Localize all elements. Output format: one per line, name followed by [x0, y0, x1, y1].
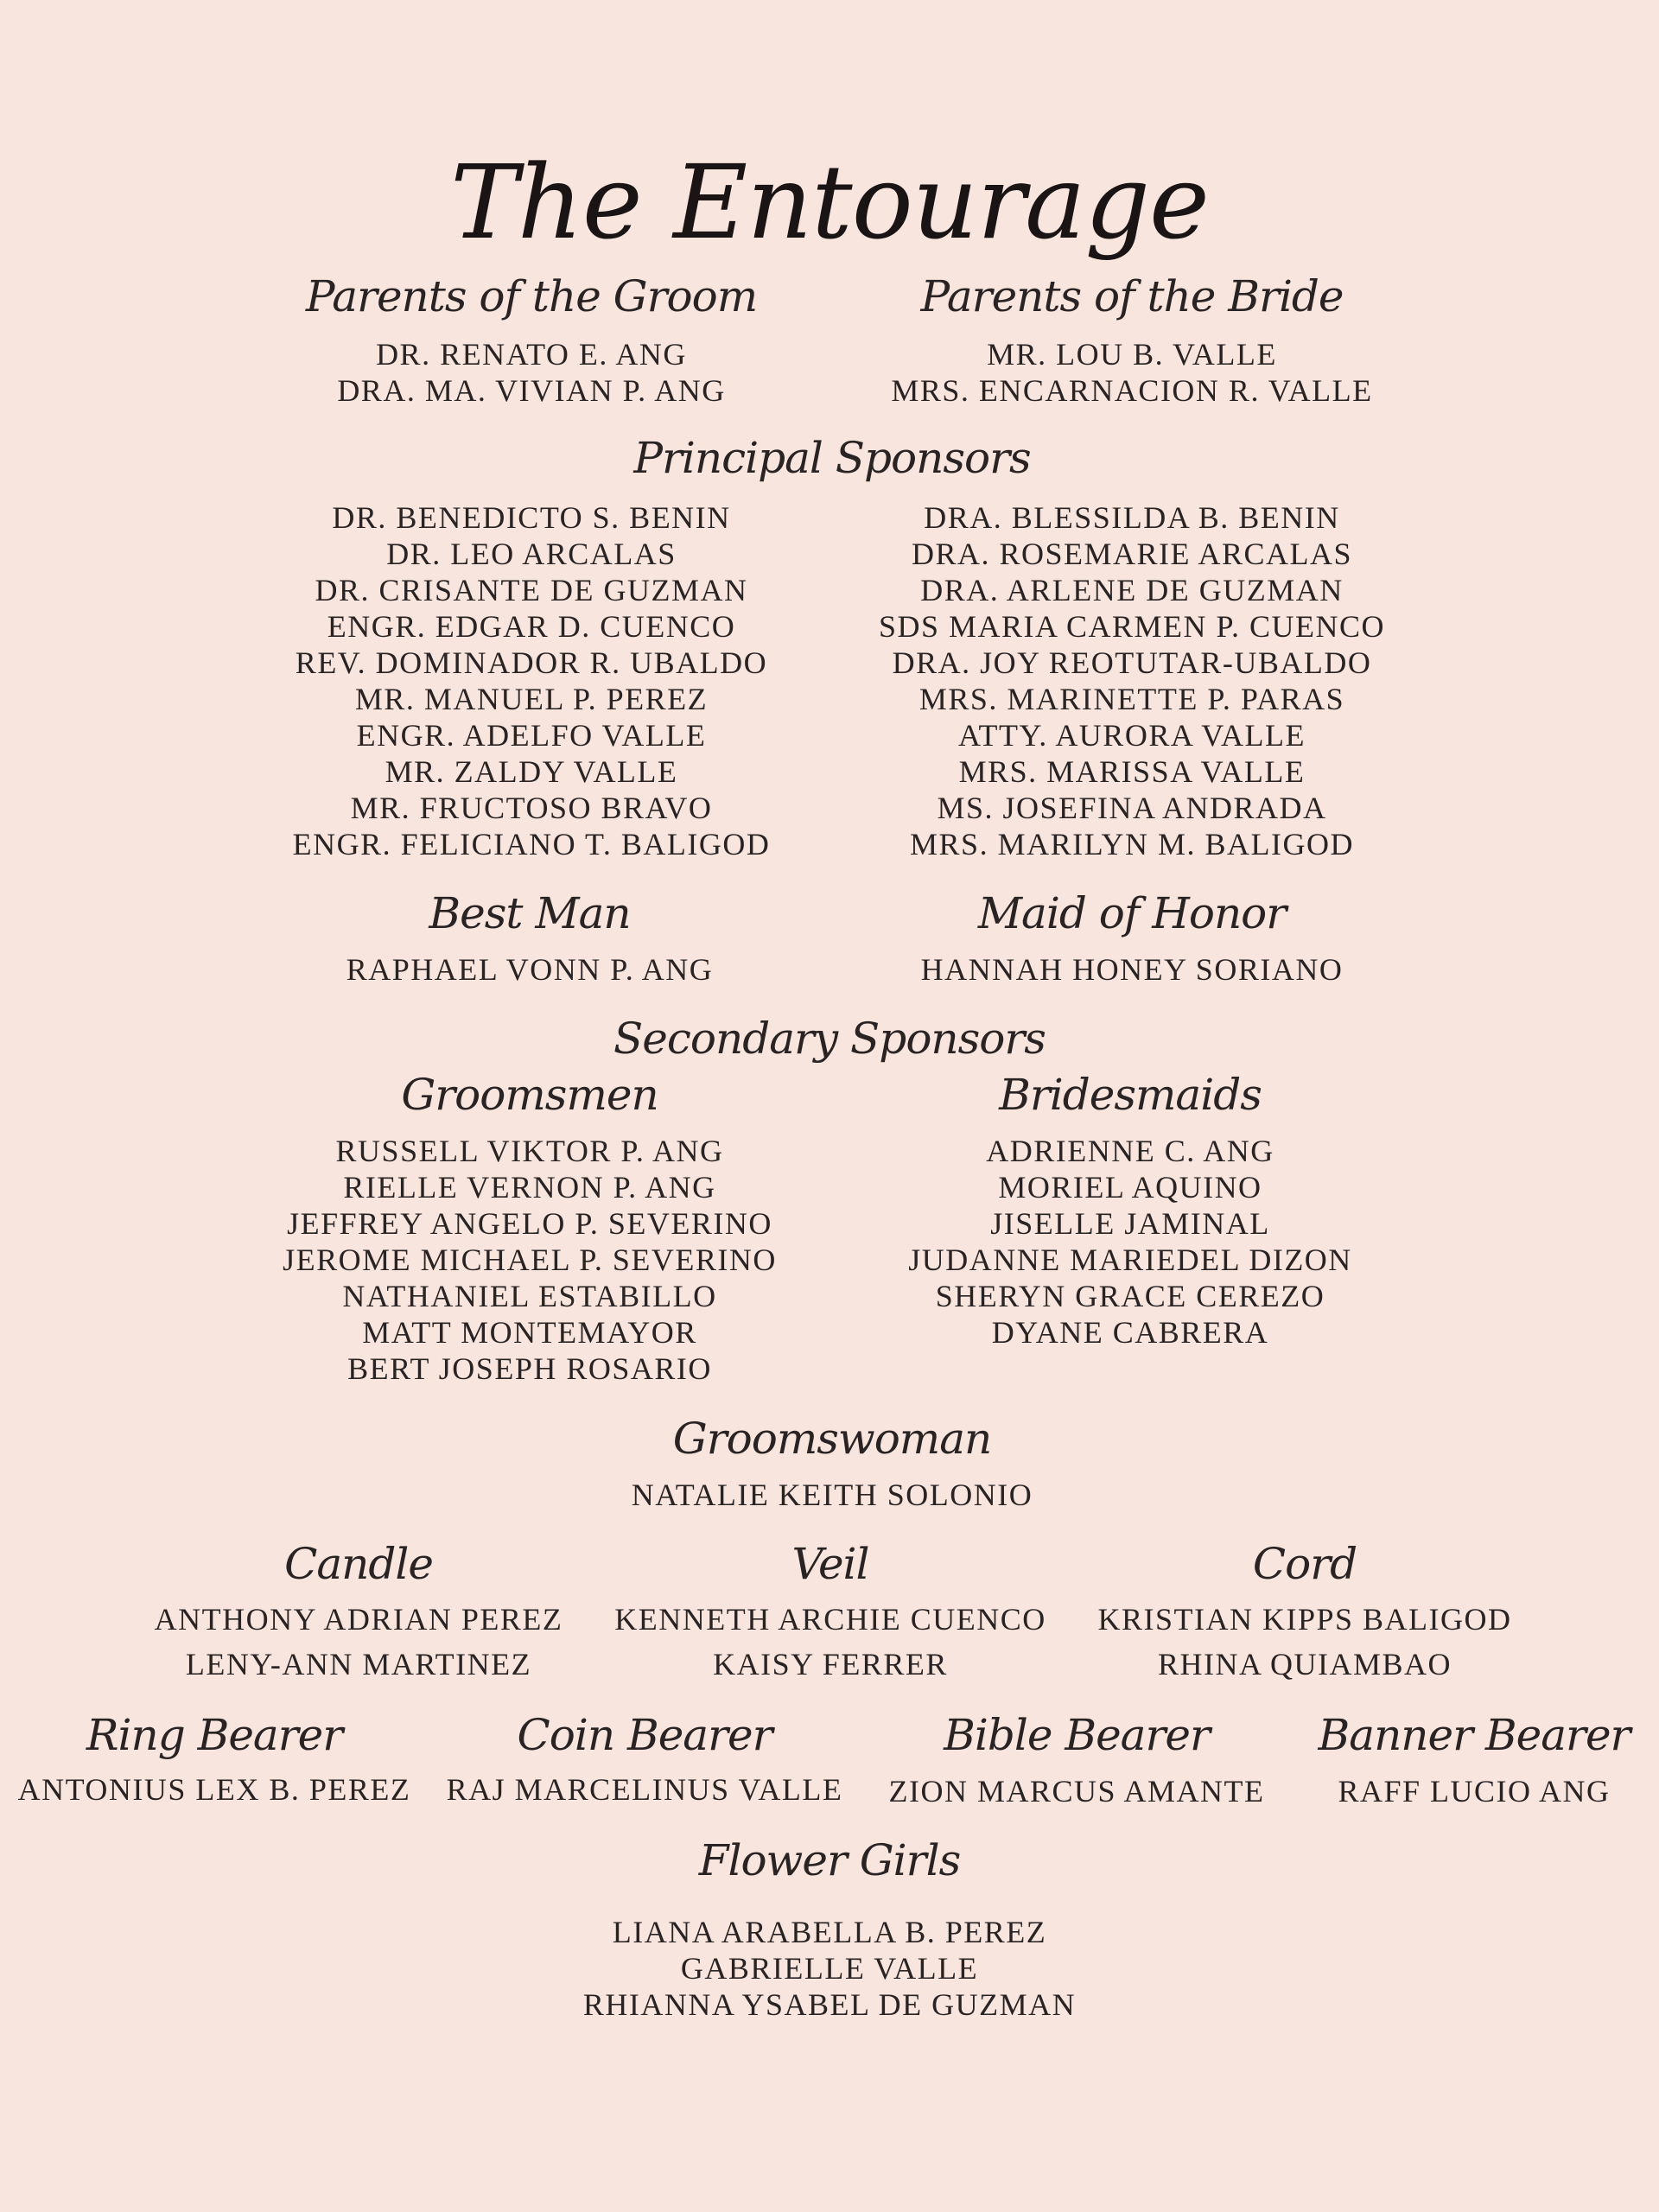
maid-of-honor-list — [921, 951, 1344, 988]
list-item: NATALIE KEITH SOLONIO — [631, 1478, 1033, 1512]
list-item: MR. FRUCTOSO BRAVO — [350, 791, 713, 825]
list-item: BERT JOSEPH ROSARIO — [347, 1351, 712, 1386]
list-item: KRISTIAN KIPPS BALIGOD — [1097, 1602, 1512, 1637]
list-item: ANTHONY ADRIAN PEREZ — [154, 1602, 563, 1637]
parents-of-groom-heading: Parents of the Groom — [305, 271, 758, 321]
list-item: MRS. MARILYN M. BALIGOD — [910, 827, 1354, 861]
list-item: JUDANNE MARIEDEL DIZON — [908, 1243, 1352, 1277]
list-item: ENGR. EDGAR D. CUENCO — [327, 609, 736, 644]
list-item: SDS MARIA CARMEN P. CUENCO — [878, 609, 1386, 644]
list-item: LIANA ARABELLA B. PEREZ — [612, 1915, 1047, 1949]
list-item: RHIANNA YSABEL DE GUZMAN — [582, 1987, 1077, 2022]
bridesmaids-heading: Bridesmaids — [999, 1070, 1262, 1120]
parents-of-bride-heading: Parents of the Bride — [920, 271, 1344, 321]
coin-bearer-list — [447, 1771, 843, 1808]
cord-list — [1097, 1597, 1511, 1687]
groomsmen-list — [283, 1133, 777, 1387]
list-item: MS. JOSEFINA ANDRADA — [937, 791, 1327, 825]
list-item: ENGR. ADELFO VALLE — [356, 718, 707, 753]
cord-heading: Cord — [1252, 1539, 1357, 1589]
list-item: MR. ZALDY VALLE — [385, 754, 678, 789]
list-item: JEROME MICHAEL P. SEVERINO — [283, 1243, 777, 1277]
list-item: ADRIENNE C. ANG — [986, 1134, 1274, 1168]
bible-bearer-heading: Bible Bearer — [944, 1710, 1210, 1760]
list-item: GABRIELLE VALLE — [680, 1951, 979, 1986]
list-item: DRA. JOY REOTUTAR-UBALDO — [892, 645, 1372, 680]
ring-bearer-list — [18, 1771, 411, 1808]
principal-sponsors-heading: Principal Sponsors — [633, 433, 1031, 483]
list-item: RIELLE VERNON P. ANG — [343, 1170, 716, 1205]
bridesmaids-list — [908, 1133, 1352, 1351]
list-item: HANNAH HONEY SORIANO — [920, 952, 1344, 987]
list-item: NATHANIEL ESTABILLO — [342, 1279, 717, 1313]
list-item: MRS. ENCARNACION R. VALLE — [891, 373, 1373, 408]
candle-list — [155, 1597, 563, 1687]
list-item: DYANE CABRERA — [991, 1315, 1269, 1350]
best-man-list — [346, 951, 714, 988]
list-item: DR. BENEDICTO S. BENIN — [332, 500, 731, 535]
list-item: RAFF LUCIO ANG — [1338, 1774, 1611, 1808]
page-title: The Entourage — [450, 143, 1209, 262]
groomsmen-heading: Groomsmen — [401, 1070, 658, 1120]
candle-heading: Candle — [284, 1539, 433, 1589]
maid-of-honor-heading: Maid of Honor — [977, 888, 1287, 938]
list-item: RAJ MARCELINUS VALLE — [446, 1772, 843, 1807]
list-item: RHINA QUIAMBAO — [1157, 1647, 1452, 1681]
parents-of-groom-list — [337, 336, 725, 409]
groomswoman-heading: Groomswoman — [672, 1414, 992, 1464]
list-item: DRA. BLESSILDA B. BENIN — [924, 500, 1340, 535]
list-item: ANTONIUS LEX B. PEREZ — [17, 1772, 411, 1807]
principal-sponsors-left-list — [293, 499, 771, 862]
list-item: SHERYN GRACE CEREZO — [935, 1279, 1325, 1313]
list-item: MRS. MARISSA VALLE — [958, 754, 1306, 789]
list-item: DRA. ARLENE DE GUZMAN — [920, 573, 1344, 607]
coin-bearer-heading: Coin Bearer — [517, 1710, 772, 1760]
ring-bearer-heading: Ring Bearer — [86, 1710, 343, 1760]
list-item: DRA. ROSEMARIE ARCALAS — [911, 537, 1353, 571]
parents-of-bride-list — [891, 336, 1372, 409]
list-item: JEFFREY ANGELO P. SEVERINO — [287, 1206, 772, 1241]
list-item: ZION MARCUS AMANTE — [888, 1774, 1265, 1808]
list-item: MORIEL AQUINO — [998, 1170, 1262, 1205]
flower-girls-list — [583, 1914, 1076, 2023]
flower-girls-heading: Flower Girls — [698, 1835, 961, 1885]
list-item: LENY-ANN MARTINEZ — [185, 1647, 532, 1681]
bible-bearer-list — [888, 1773, 1264, 1809]
list-item: KENNETH ARCHIE CUENCO — [614, 1602, 1046, 1637]
banner-bearer-heading: Banner Bearer — [1318, 1710, 1630, 1760]
list-item: MATT MONTEMAYOR — [362, 1315, 697, 1350]
groomswoman-list — [632, 1477, 1033, 1513]
secondary-sponsors-heading: Secondary Sponsors — [613, 1014, 1046, 1064]
list-item: DR. CRISANTE DE GUZMAN — [315, 573, 748, 607]
list-item: KAISY FERRER — [713, 1647, 948, 1681]
list-item: RAPHAEL VONN P. ANG — [346, 952, 714, 987]
veil-heading: Veil — [791, 1539, 869, 1589]
list-item: ENGR. FELICIANO T. BALIGOD — [292, 827, 771, 861]
list-item: RUSSELL VIKTOR P. ANG — [335, 1134, 724, 1168]
list-item: DRA. MA. VIVIAN P. ANG — [337, 373, 726, 408]
list-item: MR. LOU B. VALLE — [987, 337, 1277, 372]
banner-bearer-list — [1338, 1773, 1610, 1809]
list-item: JISELLE JAMINAL — [990, 1206, 1270, 1241]
list-item: REV. DOMINADOR R. UBALDO — [295, 645, 768, 680]
list-item: ATTY. AURORA VALLE — [957, 718, 1306, 753]
list-item: MRS. MARINETTE P. PARAS — [918, 682, 1345, 716]
veil-list — [614, 1597, 1046, 1687]
list-item: DR. RENATO E. ANG — [376, 337, 687, 372]
best-man-heading: Best Man — [429, 888, 631, 938]
principal-sponsors-right-list — [879, 499, 1385, 862]
list-item: MR. MANUEL P. PEREZ — [354, 682, 709, 716]
list-item: DR. LEO ARCALAS — [386, 537, 677, 571]
